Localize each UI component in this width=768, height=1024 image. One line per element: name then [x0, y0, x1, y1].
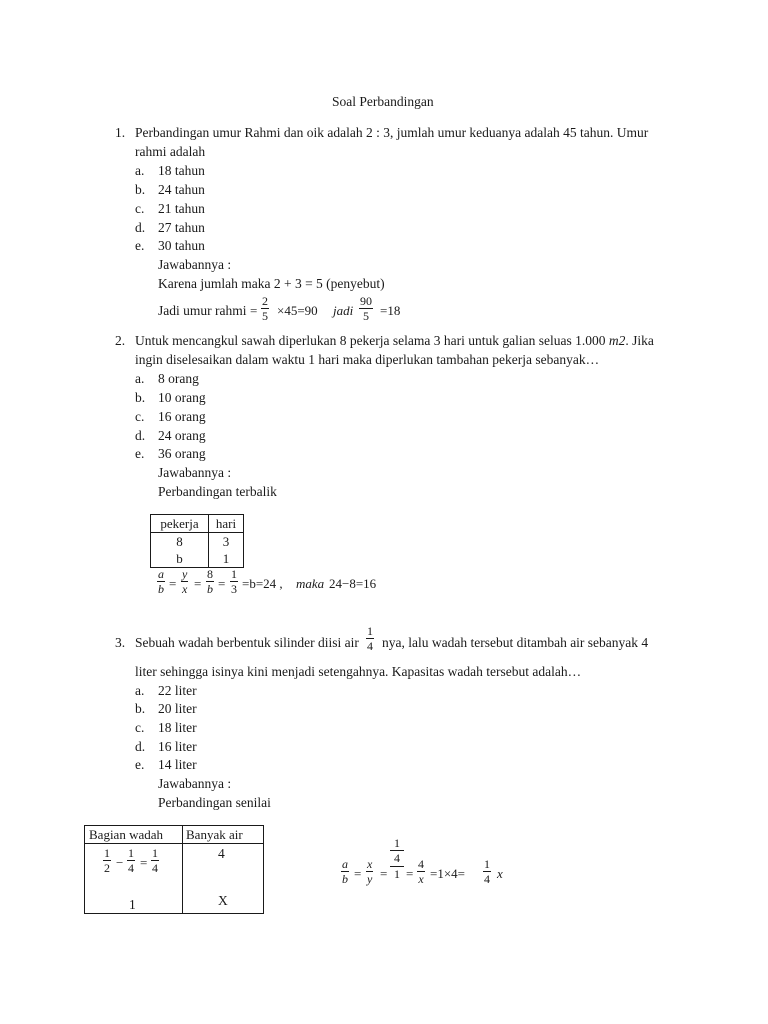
table-cell: 4 — [218, 846, 225, 861]
option-text: 30 tahun — [158, 238, 205, 253]
table-divider — [182, 826, 183, 913]
fraction: 90 5 — [360, 294, 372, 323]
table-row — [151, 550, 244, 568]
equation-variable: x — [497, 866, 503, 881]
minus-sign: − — [116, 855, 124, 870]
table-header: Bagian wadah — [89, 827, 164, 842]
table-header: hari — [209, 515, 244, 533]
option-letter: d. — [135, 428, 146, 443]
table-cell: 3 — [209, 533, 244, 551]
option-text: 36 orang — [158, 446, 206, 461]
fraction: 1 4 — [128, 846, 134, 875]
option-letter: a. — [135, 683, 145, 698]
fraction: 1 4 — [484, 857, 490, 886]
table-header-row — [151, 515, 244, 533]
fraction: 2 5 — [262, 294, 268, 323]
equation-result: 24−8=16 — [329, 576, 377, 591]
option-text: 10 orang — [158, 390, 206, 405]
answer-label: Jawabannya : — [158, 257, 232, 272]
answer-text: Karena jumlah maka 2 + 3 = 5 (penyebut) — [158, 276, 385, 291]
fraction-denominator: 4 — [394, 851, 400, 865]
question-number: 2. — [115, 333, 126, 348]
equals-sign: = — [406, 866, 414, 881]
question-text: rahmi adalah — [135, 144, 206, 159]
answer-label: Jawabannya : — [158, 465, 232, 480]
equation-result: =18 — [380, 303, 401, 318]
equals-sign: = — [380, 866, 388, 881]
fraction: y x — [182, 567, 188, 596]
fraction: a b — [342, 857, 348, 886]
equation-part: =b=24 , — [242, 576, 283, 591]
table-divider — [85, 843, 263, 844]
equals-sign: = — [354, 866, 362, 881]
option-text: 22 liter — [158, 683, 197, 698]
fraction: a b — [158, 567, 164, 596]
option-text: 14 liter — [158, 757, 197, 772]
equals-sign: = — [218, 576, 226, 591]
option-letter: c. — [135, 201, 145, 216]
option-letter: e. — [135, 446, 145, 461]
equation-part: ×45=90 — [277, 303, 318, 318]
table-cell: 1 — [129, 897, 136, 912]
option-letter: c. — [135, 409, 145, 424]
table-cell: 8 — [151, 533, 209, 551]
option-letter: b. — [135, 182, 146, 197]
option-text: 21 tahun — [158, 201, 205, 216]
question-number: 3. — [115, 635, 126, 650]
fraction: 1 4 — [152, 846, 158, 875]
option-text: 16 liter — [158, 739, 197, 754]
table-header: Banyak air — [186, 827, 243, 842]
option-text: 16 orang — [158, 409, 206, 424]
fraction: 1 4 — [367, 624, 373, 653]
question-text: liter sehingga isinya kini menjadi setengahnya. Kapasitas wadah tersebut adalah… — [135, 664, 582, 679]
page-title: Soal Perbandingan — [332, 94, 434, 109]
table-cell: X — [218, 893, 228, 908]
equation-word: jadi — [333, 303, 354, 318]
answer-method: Perbandingan terbalik — [158, 484, 277, 499]
question-text: Perbandingan umur Rahmi dan oik adalah 2 : 3, jumlah umur keduanya adalah 45 tahun. Umur — [135, 125, 649, 140]
option-letter: c. — [135, 720, 145, 735]
option-letter: e. — [135, 757, 145, 772]
option-text: 20 liter — [158, 701, 197, 716]
option-letter: a. — [135, 163, 145, 178]
option-letter: b. — [135, 701, 146, 716]
table-cell: 1 — [209, 550, 244, 568]
option-text: 18 tahun — [158, 163, 205, 178]
equals-sign: = — [250, 303, 258, 318]
equals-sign: = — [169, 576, 177, 591]
ratio-table — [150, 514, 244, 568]
option-letter: e. — [135, 238, 145, 253]
fraction-numerator: 1 — [394, 836, 400, 850]
question-text: Untuk mencangkul sawah diperlukan 8 pekerja selama 3 hari untuk galian seluas 1.000 m2. Jika — [135, 333, 654, 348]
question-number: 1. — [115, 125, 126, 140]
equals-sign: = — [194, 576, 202, 591]
option-text: 24 orang — [158, 428, 206, 443]
option-text: 24 tahun — [158, 182, 205, 197]
fraction: 1 2 — [104, 846, 110, 875]
question-text: nya, lalu wadah tersebut ditambah air sebanyak 4 — [382, 635, 649, 650]
equation-word: maka — [296, 576, 325, 591]
option-letter: d. — [135, 739, 146, 754]
fraction: 1 3 — [231, 567, 237, 596]
option-letter: d. — [135, 220, 146, 235]
table-row — [151, 533, 244, 551]
fraction-bottom: 1 — [394, 867, 400, 881]
answer-method: Perbandingan senilai — [158, 795, 271, 810]
answer-prefix: Jadi umur rahmi — [158, 303, 247, 318]
answer-label: Jawabannya : — [158, 776, 232, 791]
fraction: x y — [367, 857, 373, 886]
option-letter: a. — [135, 371, 145, 386]
table-header: pekerja — [151, 515, 209, 533]
question-text: ingin diselesaikan dalam waktu 1 hari maka diperlukan tambahan pekerja sebanyak… — [135, 352, 600, 367]
equation-part: =1×4= — [430, 866, 465, 881]
option-text: 8 orang — [158, 371, 199, 386]
equals-sign: = — [140, 855, 148, 870]
compound-fraction — [390, 837, 404, 880]
ratio-table — [84, 825, 264, 914]
option-text: 27 tahun — [158, 220, 205, 235]
fraction: 4 x — [418, 857, 424, 886]
fraction: 8 b — [207, 567, 213, 596]
option-text: 18 liter — [158, 720, 197, 735]
option-letter: b. — [135, 390, 146, 405]
question-text: Sebuah wadah berbentuk silinder diisi air — [135, 635, 359, 650]
table-cell: b — [151, 550, 209, 568]
